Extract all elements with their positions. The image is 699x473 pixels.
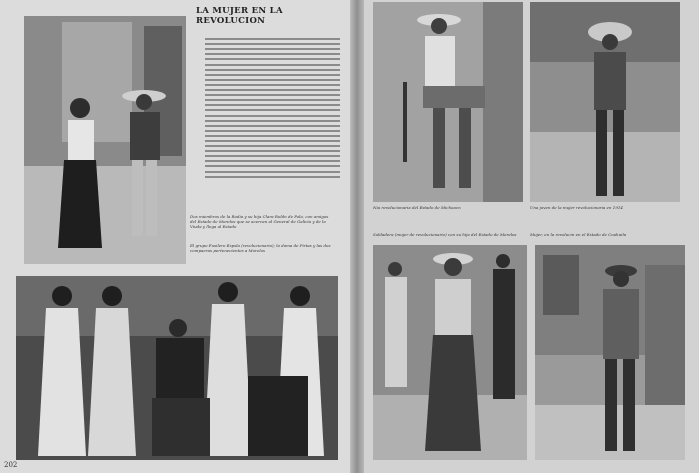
book-gutter xyxy=(350,0,364,473)
photo-standing-girl xyxy=(530,2,680,202)
caption-left-1: Dos miembros de la Rodia y su hija Clara Roldn de Pola, con amigos del Estado de Morelos que se acercan al General de Galicia y de la Viuda y llega al Estado xyxy=(190,214,329,229)
article-body-text xyxy=(205,35,340,181)
caption-left-2: El grupo Fusilero Espsla (revolucionario); la dama de Pirtas y las dos compaeras pertenecientes a Morelos xyxy=(190,243,331,253)
photo-seated-girl xyxy=(373,2,523,202)
page-number: 202 xyxy=(4,461,18,469)
caption-right-4: Mujer, en la revolucin en el Estado de Coahuila xyxy=(530,232,627,237)
caption-right-3: Soldadera (mujer de revolucionario) con su hija del Estado de Morelos xyxy=(373,232,517,237)
caption-right-1: Nia revolucionaria del Estado de Michoacn xyxy=(373,205,461,210)
photo-two-women xyxy=(24,16,186,264)
photo-standing-woman xyxy=(535,245,685,460)
photo-group-women xyxy=(16,276,338,460)
article-title: LA MUJER EN LA REVOLUCION xyxy=(196,6,283,26)
caption-right-2: Una joven de la mujer revolucionaria en 1914 xyxy=(530,205,623,210)
photo-soldadera-group xyxy=(373,245,527,460)
